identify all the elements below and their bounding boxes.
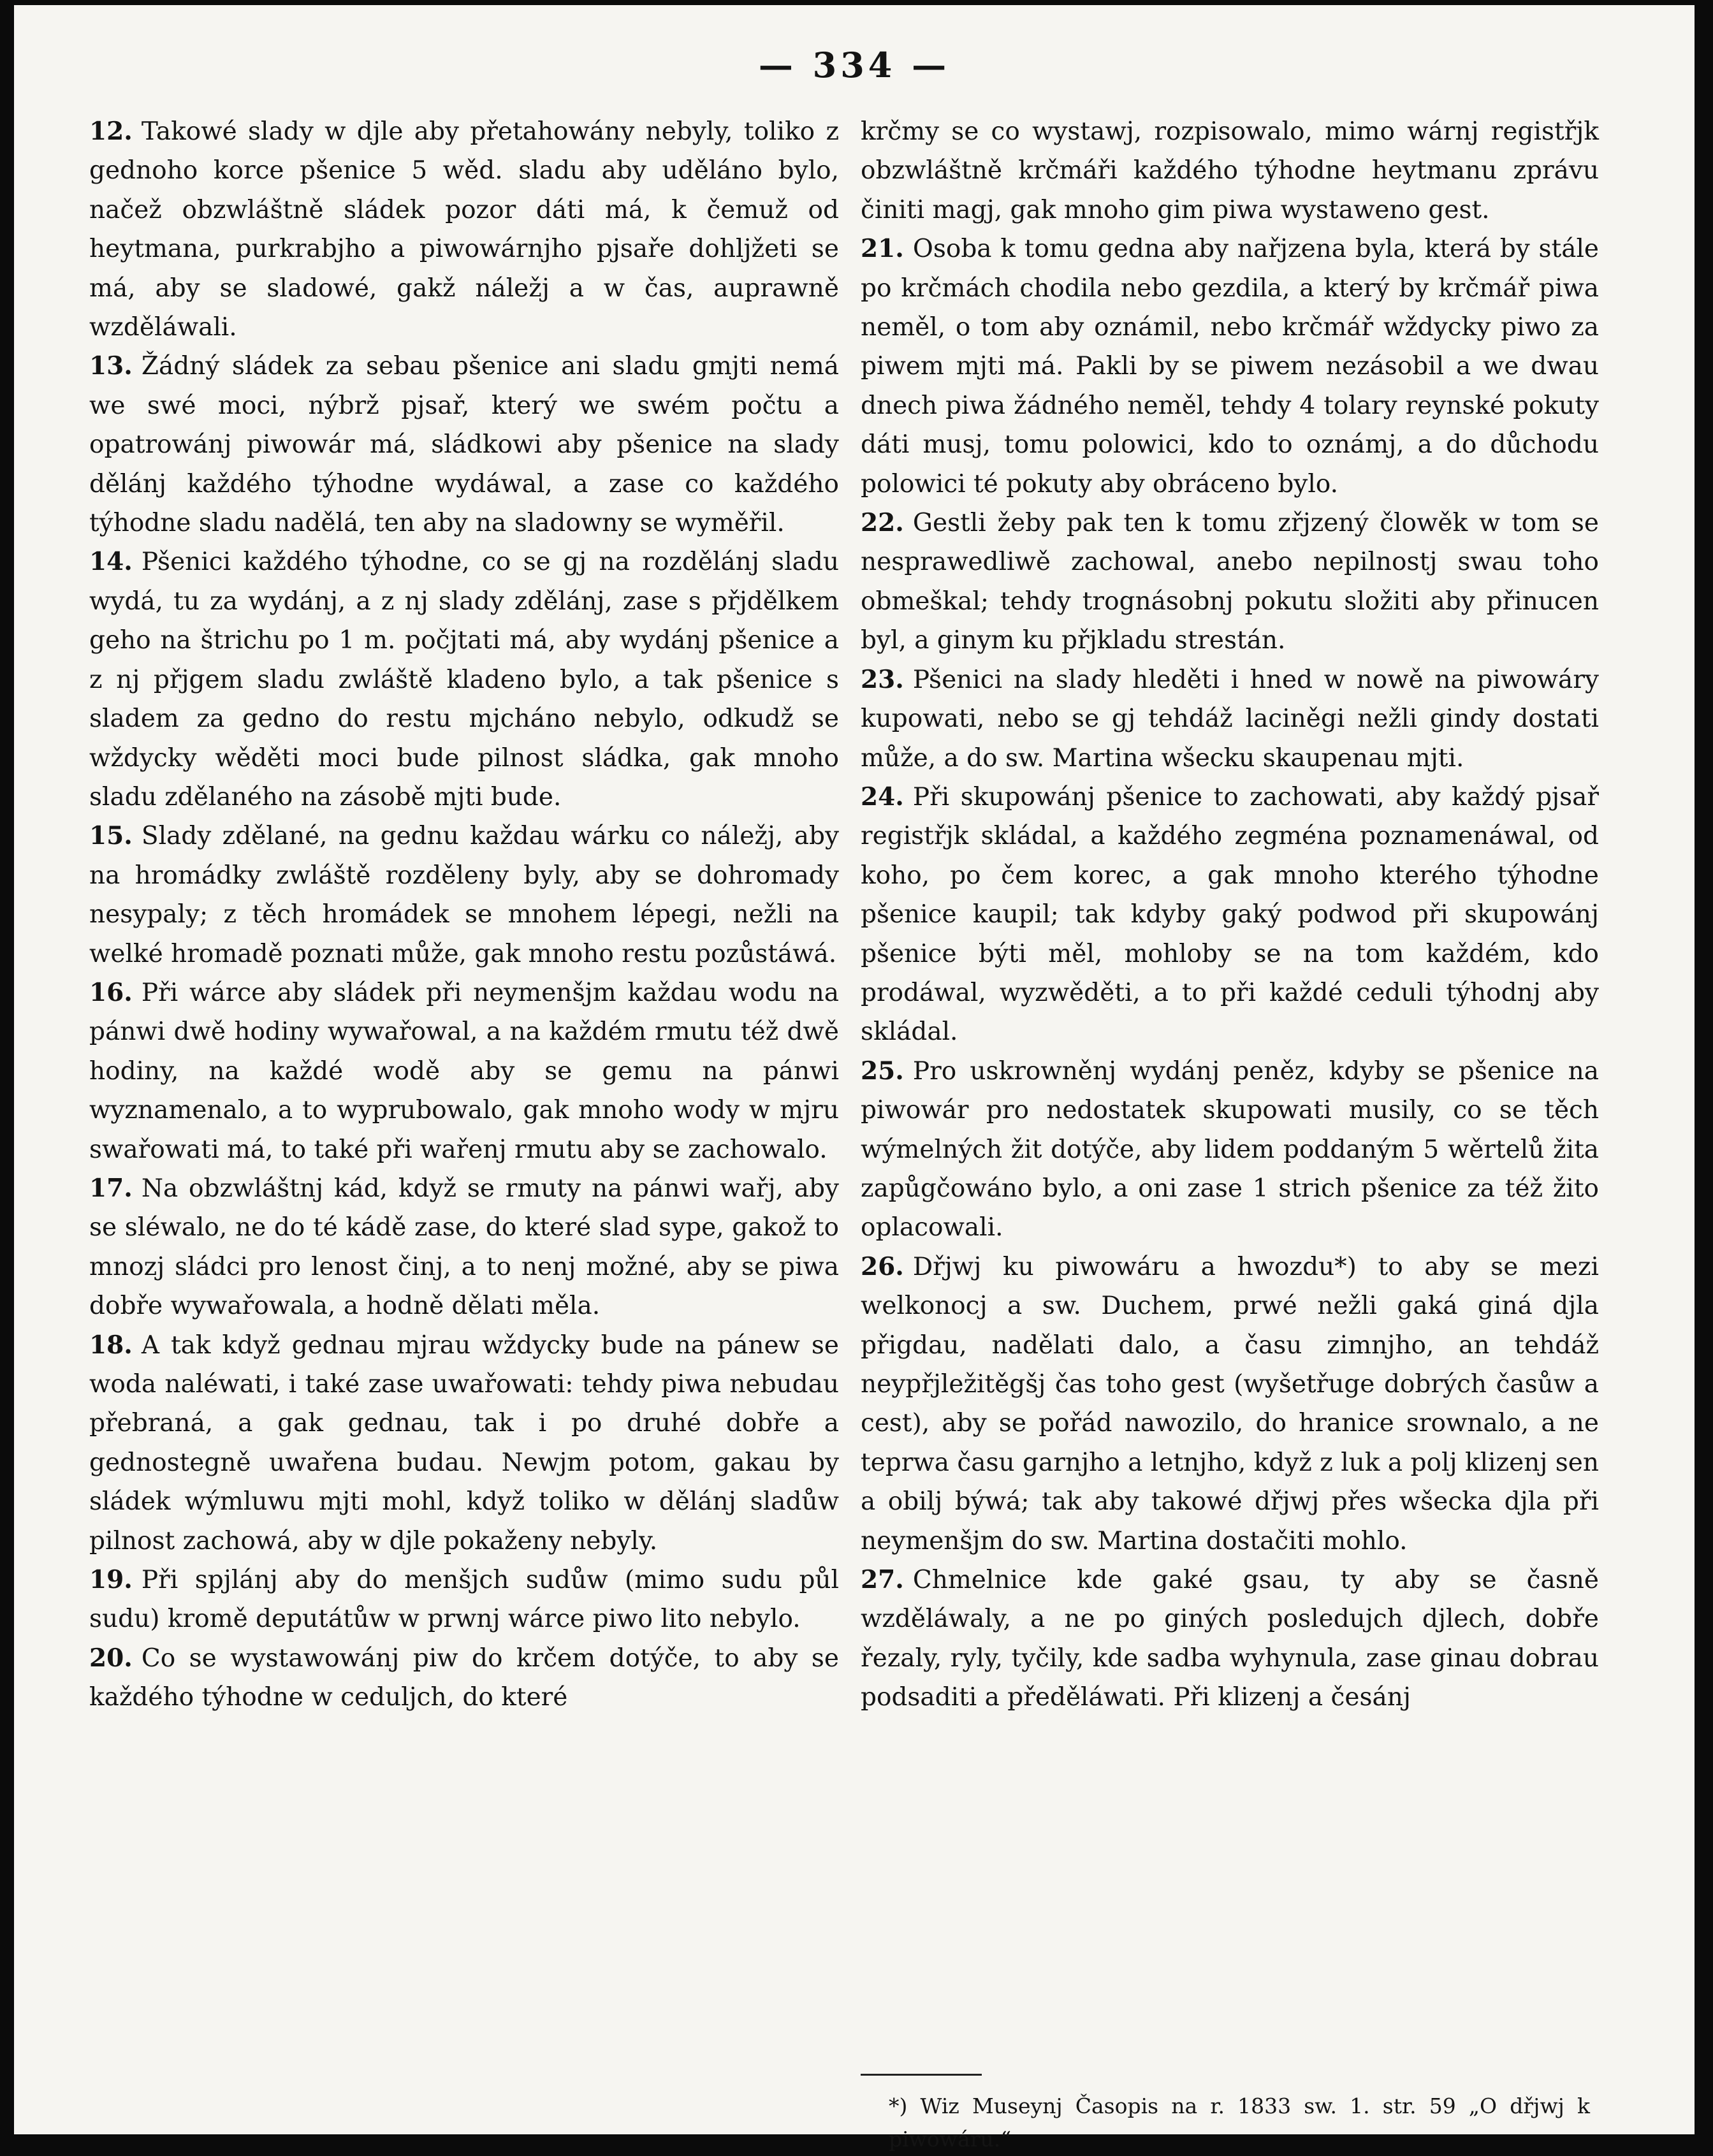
- paragraph: [89, 347, 839, 543]
- paragraph: [861, 778, 1599, 1052]
- paragraph-text: A tak když gednau mjrau wždycky bude na pánew se woda naléwati, i také zase uwařowati: tehdy piwa nebudau přebraná, a gak gednau, tak i po druhé dobře a gednostegně uwařena budau. Newjm potom, gakau by sládek wýmluwu mjti mohl, když toliko w dělánj sladůw pilnost zachowá, aby w djle pokaženy nebyly.: [89, 1330, 839, 1555]
- paragraph: [861, 504, 1599, 660]
- paragraph-number: 22.: [861, 508, 904, 538]
- paragraph: [89, 1561, 839, 1639]
- footnote-rule: [861, 2074, 982, 2076]
- paragraph-text: Na obzwláštnj kád, když se rmuty na pánwi wařj, aby se sléwalo, ne do té kádě zase, do které slad sype, gakož to mnozj sládci pro lenost činj, a to nenj možné, aby se piwa dobře wywařowala, a hodně dělati měla.: [89, 1174, 839, 1321]
- paragraph-number: 25.: [861, 1056, 904, 1086]
- paragraph-text: Žádný sládek za sebau pšenice ani sladu gmjti nemá we swé moci, nýbrž pjsař, který we swém počtu a opatrowánj piwowár má, sládkowi aby pšenice na slady dělánj každého týhodne wydáwal, a zase co každého týhodne sladu nadělá, ten aby na sladowny se wyměřil.: [89, 352, 839, 538]
- paragraph-number: 24.: [861, 782, 904, 812]
- paragraph-text: Slady zdělané, na gednu každau wárku co náležj, aby na hromádky zwláště rozděleny byly, aby se dohromady nesypaly; z těch hromádek se mnohem lépegi, nežli na welké hromadě poznati může, gak mnoho restu pozůstáwá.: [89, 822, 839, 968]
- paragraph-number: 21.: [861, 234, 904, 264]
- paragraph-number: 13.: [89, 351, 133, 381]
- paragraph: [861, 1248, 1599, 1561]
- paragraph-number: 15.: [89, 821, 133, 851]
- paragraph-text: Chmelnice kde gaké gsau, ty aby se časně wzděláwaly, a ne po giných posledujch djlech, dobře řezaly, ryly, tyčily, kde sadba wyhynula, zase ginau dobrau podsaditi a předěláwati. Při klizenj a česánj: [861, 1566, 1599, 1712]
- paragraph: [861, 112, 1599, 229]
- paragraph: [89, 817, 839, 973]
- paragraph: [89, 1326, 839, 1561]
- paragraph-number: 18.: [89, 1330, 133, 1360]
- paragraph: [89, 973, 839, 1169]
- left-column: [89, 112, 839, 1717]
- paragraph: [861, 1561, 1599, 1717]
- paragraph-text: Při spjlánj aby do menšjch sudůw (mimo sudu půl sudu) kromě deputátůw w prwnj wárce piwo lito nebylo.: [89, 1566, 839, 1634]
- paragraph-text: Takowé slady w djle aby přetahowány nebyly, toliko z gednoho korce pšenice 5 wěd. sladu aby uděláno bylo, načež obzwláštně sládek pozor dáti má, k čemuž od heytmana, purkrabjho a piwowárnjho pjsaře dohljžeti se má, aby se sladowé, gakž náležj a w čas, auprawně wzděláwali.: [89, 117, 839, 342]
- paragraph-number: 12.: [89, 117, 133, 146]
- paragraph: [861, 229, 1599, 504]
- paragraph-number: 19.: [89, 1565, 133, 1595]
- paragraph-number: 16.: [89, 977, 133, 1007]
- paragraph-number: 14.: [89, 547, 133, 577]
- right-column: [861, 112, 1599, 1717]
- paragraph: [89, 1639, 839, 1717]
- paragraph-text: Pšenici na slady hleděti i hned w nowě na piwowáry kupowati, nebo se gj tehdáž laciněgi nežli gindy dostati může, a do sw. Martina wšecku skaupenau mjti.: [861, 665, 1599, 773]
- paragraph-text: Při skupowánj pšenice to zachowati, aby každý pjsař registřjk skládal, a každého zegména poznamenáwal, od koho, po čem korec, a gak mnoho kterého týhodne pšenice kaupil; tak kdyby gaký podwod při skupowánj pšenice býti měl, mohloby se na tom každém, kdo prodáwal, wyzwěděti, a to při každé ceduli týhodnj aby skládal.: [861, 782, 1599, 1047]
- paragraph: [89, 1169, 839, 1326]
- paragraph: [861, 660, 1599, 778]
- paragraph-text: Osoba k tomu gedna aby nařjzena byla, která by stále po krčmách chodila nebo gezdila, a který by krčmář piwa neměl, o tom aby oznámil, nebo krčmář wždycky piwo za piwem mjti má. Pakli by se piwem nezásobil a we dwau dnech piwa žádného neměl, tehdy 4 tolary reynské pokuty dáti musj, tomu polowici, kdo to oznámj, a do důchodu polowici té pokuty aby obráceno bylo.: [861, 235, 1599, 499]
- paragraph-number: 17.: [89, 1173, 133, 1203]
- paragraph: [89, 112, 839, 347]
- paragraph: [89, 543, 839, 817]
- paragraph-number: 26.: [861, 1251, 904, 1281]
- paragraph-text: krčmy se co wystawj, rozpisowalo, mimo wárnj registřjk obzwláštně krčmáři každého týhodne heytmanu zprávu činiti magj, gak mnoho gim piwa wystaweno gest.: [861, 117, 1599, 224]
- paragraph-number: 27.: [861, 1565, 904, 1595]
- paragraph-text: Pšenici každého týhodne, co se gj na rozdělánj sladu wydá, tu za wydánj, a z nj slady zdělánj, zase s přjdělkem geho na štrichu po 1 m. počjtati má, aby wydánj pšenice a z nj přjgem sladu zwláště kladeno bylo, a tak pšenice s sladem za gedno do restu mjcháno nebylo, odkudž se wždycky wěděti moci bude pilnost sládka, gak mnoho sladu zdělaného na zásobě mjti bude.: [89, 548, 839, 812]
- footnote: *) Wiz Museynj Časopis na r. 1833 sw. 1. str. 59 „O dřjwj k piwowáru.“: [889, 2094, 1590, 2152]
- paragraph-text: Pro uskrowněnj wydánj peněz, kdyby se pšenice na piwowár pro nedostatek skupowati musily, co se těch wýmelných žit dotýče, aby lidem poddaným 5 wěrtelů žita zapůgčowáno bylo, a oni zase 1 strich pšenice za též žito oplacowali.: [861, 1056, 1599, 1242]
- paragraph-number: 23.: [861, 664, 904, 694]
- paragraph: [861, 1052, 1599, 1248]
- page-number: — 334 —: [758, 45, 951, 85]
- book-page: [14, 5, 1695, 2152]
- paragraph-text: Dřjwj ku piwowáru a hwozdu*) to aby se mezi welkonocj a sw. Duchem, prwé nežli gaká giná djla přigdau, nadělati dalo, a času zimnjho, an tehdáž neypřjležitěgšj čas toho gest (wyšetřuge dobrých časůw a cest), aby se pořád nawozilo, do hranice srownalo, a ne teprwa času garnjho a letnjho, když z luk a polj klizenj sen a obilj býwá; tak aby takowé dřjwj přes wšecka djla při neymenšjm do sw. Martina dostačiti mohlo.: [861, 1252, 1599, 1555]
- paragraph-text: Co se wystawowánj piw do krčem dotýče, to aby se každého týhodne w ceduljch, do které: [89, 1643, 839, 1712]
- paragraph-text: Při wárce aby sládek při neymenšjm každau wodu na pánwi dwě hodiny wywařowal, a na každém rmutu též dwě hodiny, na každé wodě aby se gemu na pánwi wyznamenalo, a to wyprubowalo, gak mnoho wody w mjru swařowati má, to také při wařenj rmutu aby se zachowalo.: [89, 978, 839, 1164]
- paragraph-text: Gestli žeby pak ten k tomu zřjzený člowěk w tom se nesprawedliwě zachowal, anebo nepilnostj swau toho obmeškal; tehdy trognásobnj pokutu složiti aby přinucen byl, a ginym ku přjkladu strestán.: [861, 509, 1599, 655]
- paragraph-number: 20.: [89, 1643, 133, 1673]
